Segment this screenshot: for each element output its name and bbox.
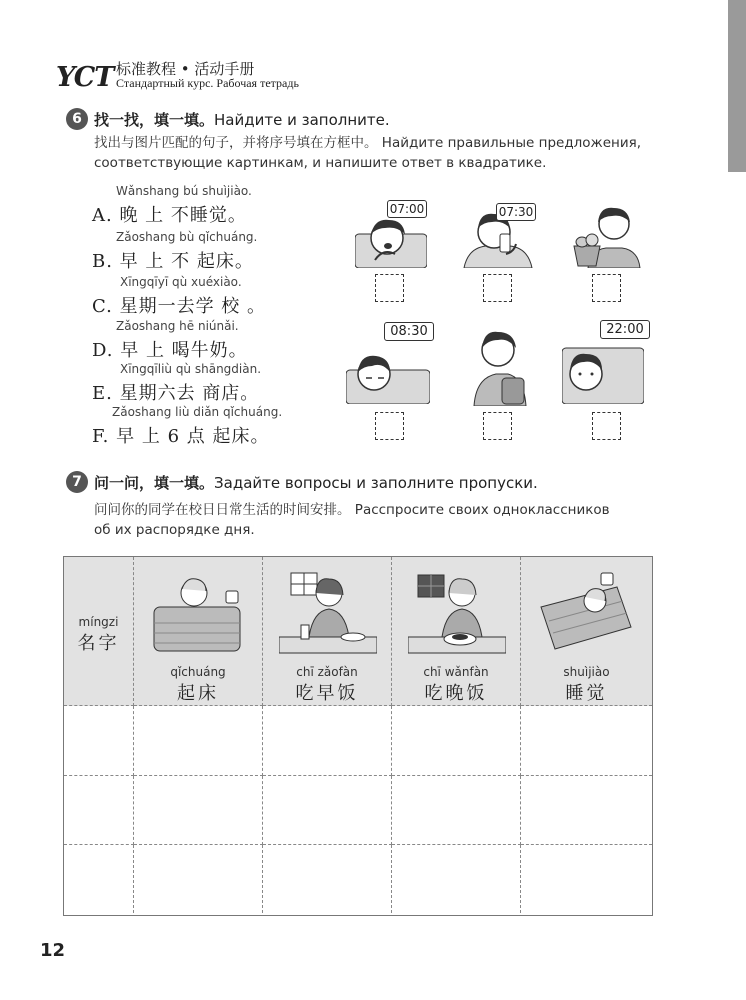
- exercise-6-instructions: [94, 133, 714, 173]
- time-label-0730: 07:30: [496, 203, 536, 221]
- row-2-breakfast-cell[interactable]: [263, 776, 392, 845]
- exercise-7-title-ru: Задайте вопросы и заполните пропуски.: [214, 474, 538, 492]
- exercise-7-title-cn: 问一问，填一填。: [94, 474, 215, 492]
- header-dinner-pinyin: chī wǎnfàn: [423, 665, 489, 679]
- row-2-dinner-cell[interactable]: [392, 776, 521, 845]
- exercise-7-instructions: [94, 500, 714, 540]
- exercise-7-instr-cn: 问问你的同学在校日日常生活的时间安排。: [94, 502, 351, 518]
- row-1-dinner-cell[interactable]: [392, 706, 521, 776]
- exercise-7-instr-ru-1: Расспросите своих одноклассников: [354, 502, 610, 518]
- row-1-name-cell[interactable]: [64, 706, 134, 776]
- exercise-6-title-ru: Найдите и заполните.: [214, 111, 390, 129]
- page-edge-tab: [728, 0, 746, 172]
- exercise-6-title: [94, 109, 390, 130]
- option-e-text: E. 星期六去 商店。: [92, 383, 260, 404]
- header-cell-sleep: [521, 557, 652, 706]
- page-number: 12: [40, 940, 66, 961]
- eating-dinner-picture: [408, 567, 506, 655]
- row-2-get-up-cell[interactable]: [134, 776, 263, 845]
- header-sleep-cn: 睡觉: [565, 683, 608, 704]
- answer-box-4[interactable]: [375, 412, 404, 440]
- row-1-sleep-cell[interactable]: [521, 706, 652, 776]
- header-cell-dinner: [392, 557, 521, 706]
- header-breakfast-pinyin: chī zǎofàn: [296, 665, 358, 679]
- option-d-pinyin: Zǎoshang hē niúnǎi.: [116, 319, 239, 333]
- option-b-text: B. 早 上 不 起床。: [92, 251, 254, 272]
- option-c-text: C. 星期一去学 校 。: [92, 296, 267, 317]
- option-f-text: F. 早 上 6 点 起床。: [92, 426, 270, 447]
- answer-box-5[interactable]: [483, 412, 512, 440]
- time-label-2200: 22:00: [600, 320, 650, 339]
- row-3-breakfast-cell[interactable]: [263, 845, 392, 913]
- daily-schedule-table: [63, 556, 653, 916]
- time-label-0830: 08:30: [384, 322, 434, 341]
- answer-box-6[interactable]: [592, 412, 621, 440]
- row-2-name-cell[interactable]: [64, 776, 134, 845]
- exercise-6-instr-ru-2: соответствующие картинкам, и напишите ответ в квадратике.: [94, 155, 547, 171]
- option-b-pinyin: Zǎoshang bù qǐchuáng.: [116, 230, 258, 244]
- header-title-cn: 标准教程 • 活动手册: [116, 60, 255, 78]
- row-2-sleep-cell[interactable]: [521, 776, 652, 845]
- header-cell-breakfast: [263, 557, 392, 706]
- boy-shopping-picture: [570, 202, 642, 268]
- row-3-sleep-cell[interactable]: [521, 845, 652, 913]
- boy-sleeping-in-morning-picture: [346, 340, 430, 404]
- exercise-7-instr-ru-2: об их распорядке дня.: [94, 522, 255, 538]
- header-get-up-pinyin: qǐchuáng: [170, 665, 226, 679]
- header-sleep-pinyin: shuìjiào: [563, 665, 610, 679]
- sleeping-picture: [537, 567, 635, 655]
- exercise-6-title-cn: 找一找，填一填。: [94, 111, 215, 129]
- option-d-text: D. 早 上 喝牛奶。: [92, 340, 248, 361]
- option-e-pinyin: Xīngqīliù qù shāngdiàn.: [120, 362, 262, 376]
- header-dinner-cn: 吃晚饭: [424, 683, 488, 704]
- answer-box-1[interactable]: [375, 274, 404, 302]
- exercise-6-instr-cn: 找出与图片匹配的句子，并将序号填在方框中。: [94, 135, 378, 151]
- header-name-pinyin: míngzi: [78, 615, 119, 629]
- row-3-get-up-cell[interactable]: [134, 845, 263, 913]
- header-breakfast-cn: 吃早饭: [295, 683, 359, 704]
- option-c-pinyin: Xīngqīyī qù xuéxiào.: [120, 275, 242, 289]
- option-f-pinyin: Zǎoshang liù diǎn qǐchuáng.: [112, 405, 283, 419]
- exercise-7-badge: 7: [66, 471, 88, 493]
- header-name-cn: 名字: [77, 633, 120, 654]
- row-1-get-up-cell[interactable]: [134, 706, 263, 776]
- header-cell-name: [64, 557, 134, 706]
- answer-box-3[interactable]: [592, 274, 621, 302]
- exercise-6-instr-ru-1: Найдите правильные предложения,: [381, 135, 642, 151]
- option-a-pinyin: Wǎnshang bú shuìjiào.: [116, 184, 252, 198]
- time-label-0700: 07:00: [387, 200, 427, 218]
- boy-going-to-school-picture: [468, 326, 530, 406]
- boy-awake-at-night-picture: [562, 340, 644, 404]
- option-a-text: A. 晚 上 不睡觉。: [92, 205, 247, 226]
- answer-box-2[interactable]: [483, 274, 512, 302]
- header-cell-get-up: [134, 557, 263, 706]
- eating-breakfast-picture: [279, 567, 377, 655]
- header-title-ru: Стандартный курс. Рабочая тетрадь: [116, 76, 299, 90]
- header-get-up-cn: 起床: [177, 683, 219, 704]
- row-1-breakfast-cell[interactable]: [263, 706, 392, 776]
- exercise-6-badge: 6: [66, 108, 88, 130]
- row-3-name-cell[interactable]: [64, 845, 134, 913]
- yct-logo: YCT: [56, 62, 114, 93]
- row-3-dinner-cell[interactable]: [392, 845, 521, 913]
- exercise-7-title: [94, 472, 538, 493]
- getting-up-picture: [150, 567, 248, 655]
